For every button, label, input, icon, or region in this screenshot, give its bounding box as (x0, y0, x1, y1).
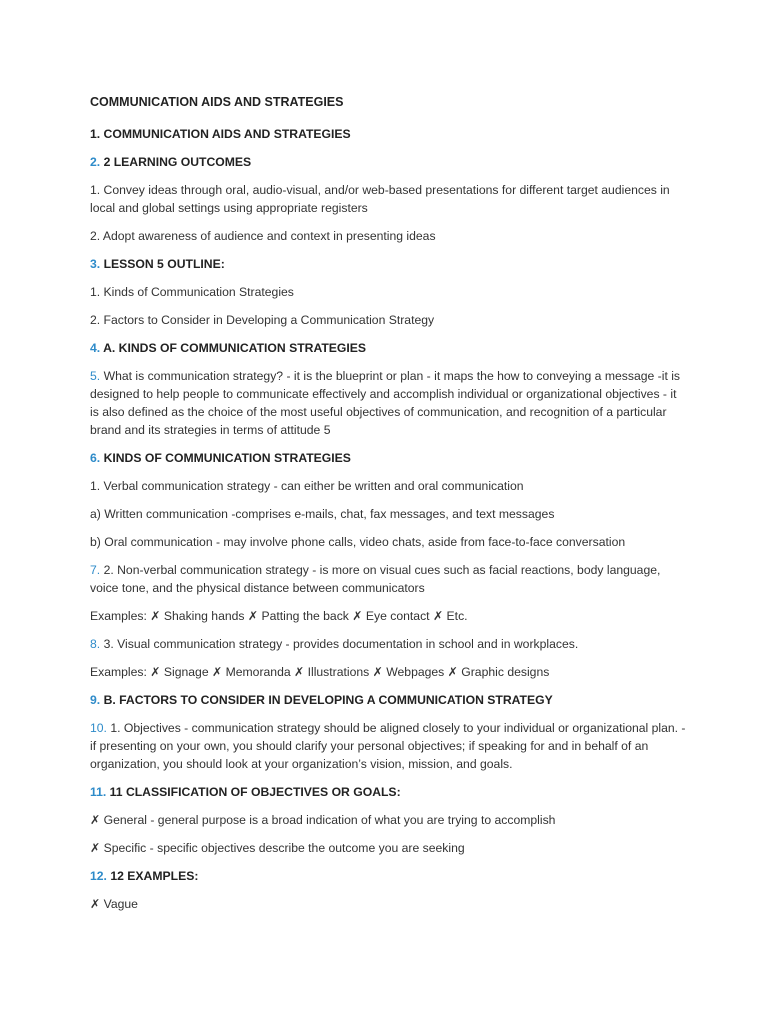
paragraph-text: a) Written communication -comprises e-mails, chat, fax messages, and text messages (90, 507, 555, 521)
paragraph (90, 783, 688, 801)
paragraph (90, 283, 688, 301)
paragraph-text: Examples: ✗ Signage ✗ Memoranda ✗ Illustrations ✗ Webpages ✗ Graphic designs (90, 665, 550, 679)
paragraph-text: A. KINDS OF COMMUNICATION STRATEGIES (103, 341, 367, 355)
paragraph-text: KINDS OF COMMUNICATION STRATEGIES (103, 451, 351, 465)
paragraph-text: ✗ General - general purpose is a broad indication of what you are trying to accomplish (90, 813, 556, 827)
paragraph-text: 2 LEARNING OUTCOMES (103, 155, 252, 169)
paragraph-text: Examples: ✗ Shaking hands ✗ Patting the back ✗ Eye contact ✗ Etc. (90, 609, 468, 623)
slide-number: 7. (90, 563, 101, 577)
slide-number: 2. (90, 155, 101, 169)
document-title: COMMUNICATION AIDS AND STRATEGIES (90, 95, 344, 109)
paragraph-text: 1. COMMUNICATION AIDS AND STRATEGIES (90, 127, 351, 141)
paragraph (90, 255, 688, 273)
paragraph-text: 11 CLASSIFICATION OF OBJECTIVES OR GOALS: (109, 785, 401, 799)
slide-number: 8. (90, 637, 101, 651)
slide-number: 6. (90, 451, 101, 465)
paragraph (90, 867, 688, 885)
paragraph (90, 227, 688, 245)
paragraph (90, 533, 688, 551)
paragraph (90, 561, 688, 597)
paragraph (90, 505, 688, 523)
slide-number: 12. (90, 869, 107, 883)
paragraph (90, 153, 688, 171)
paragraph-text: 3. Visual communication strategy - provides documentation in school and in workplaces. (103, 637, 579, 651)
slide-number: 11. (90, 785, 107, 799)
paragraph (90, 811, 688, 829)
slide-number: 4. (90, 341, 101, 355)
paragraph (90, 367, 688, 439)
paragraph-text: 1. Objectives - communication strategy should be aligned closely to your individual or organizational plan. - if presenting on your own, you should clarify your personal objectives; if speaking for and in behalf of an organization, you should look at your organization’s vision, mission, and goals. (90, 721, 686, 771)
paragraph-text: 2. Adopt awareness of audience and context in presenting ideas (90, 229, 436, 243)
paragraph-text: 12 EXAMPLES: (110, 869, 199, 883)
document-body (90, 125, 688, 913)
paragraph-text: B. FACTORS TO CONSIDER IN DEVELOPING A COMMUNICATION STRATEGY (103, 693, 553, 707)
paragraph-text: b) Oral communication - may involve phone calls, video chats, aside from face-to-face conversation (90, 535, 626, 549)
paragraph (90, 125, 688, 143)
paragraph (90, 663, 688, 681)
paragraph (90, 635, 688, 653)
paragraph (90, 691, 688, 709)
slide-number: 10. (90, 721, 107, 735)
paragraph-text: 1. Convey ideas through oral, audio-visual, and/or web-based presentations for different target audiences in local and global settings using appropriate registers (90, 183, 670, 215)
paragraph (90, 181, 688, 217)
paragraph (90, 339, 688, 357)
paragraph-text: LESSON 5 OUTLINE: (103, 257, 225, 271)
paragraph-text: 1. Verbal communication strategy - can either be written and oral communication (90, 479, 524, 493)
slide-number: 9. (90, 693, 101, 707)
paragraph (90, 607, 688, 625)
paragraph-text: ✗ Vague (90, 897, 138, 911)
paragraph-text: 1. Kinds of Communication Strategies (90, 285, 294, 299)
paragraph (90, 895, 688, 913)
paragraph-text: What is communication strategy? - it is the blueprint or plan - it maps the how to conveying a message -it is designed to help people to communicate effectively and accomplish individual or organizational objectives - it is also defined as the choice of the most useful objectives of communication, and recognition of a particular brand and its strategies in terms of attitude 5 (90, 369, 681, 437)
paragraph (90, 719, 688, 773)
paragraph (90, 449, 688, 467)
paragraph (90, 311, 688, 329)
paragraph-text: 2. Factors to Consider in Developing a Communication Strategy (90, 313, 435, 327)
paragraph-text: ✗ Specific - specific objectives describe the outcome you are seeking (90, 841, 465, 855)
slide-number: 3. (90, 257, 101, 271)
slide-number: 5. (90, 369, 101, 383)
paragraph (90, 839, 688, 857)
paragraph (90, 477, 688, 495)
paragraph-text: 2. Non-verbal communication strategy - is more on visual cues such as facial reactions, body language, voice tone, and the physical distance between communicators (90, 563, 661, 595)
